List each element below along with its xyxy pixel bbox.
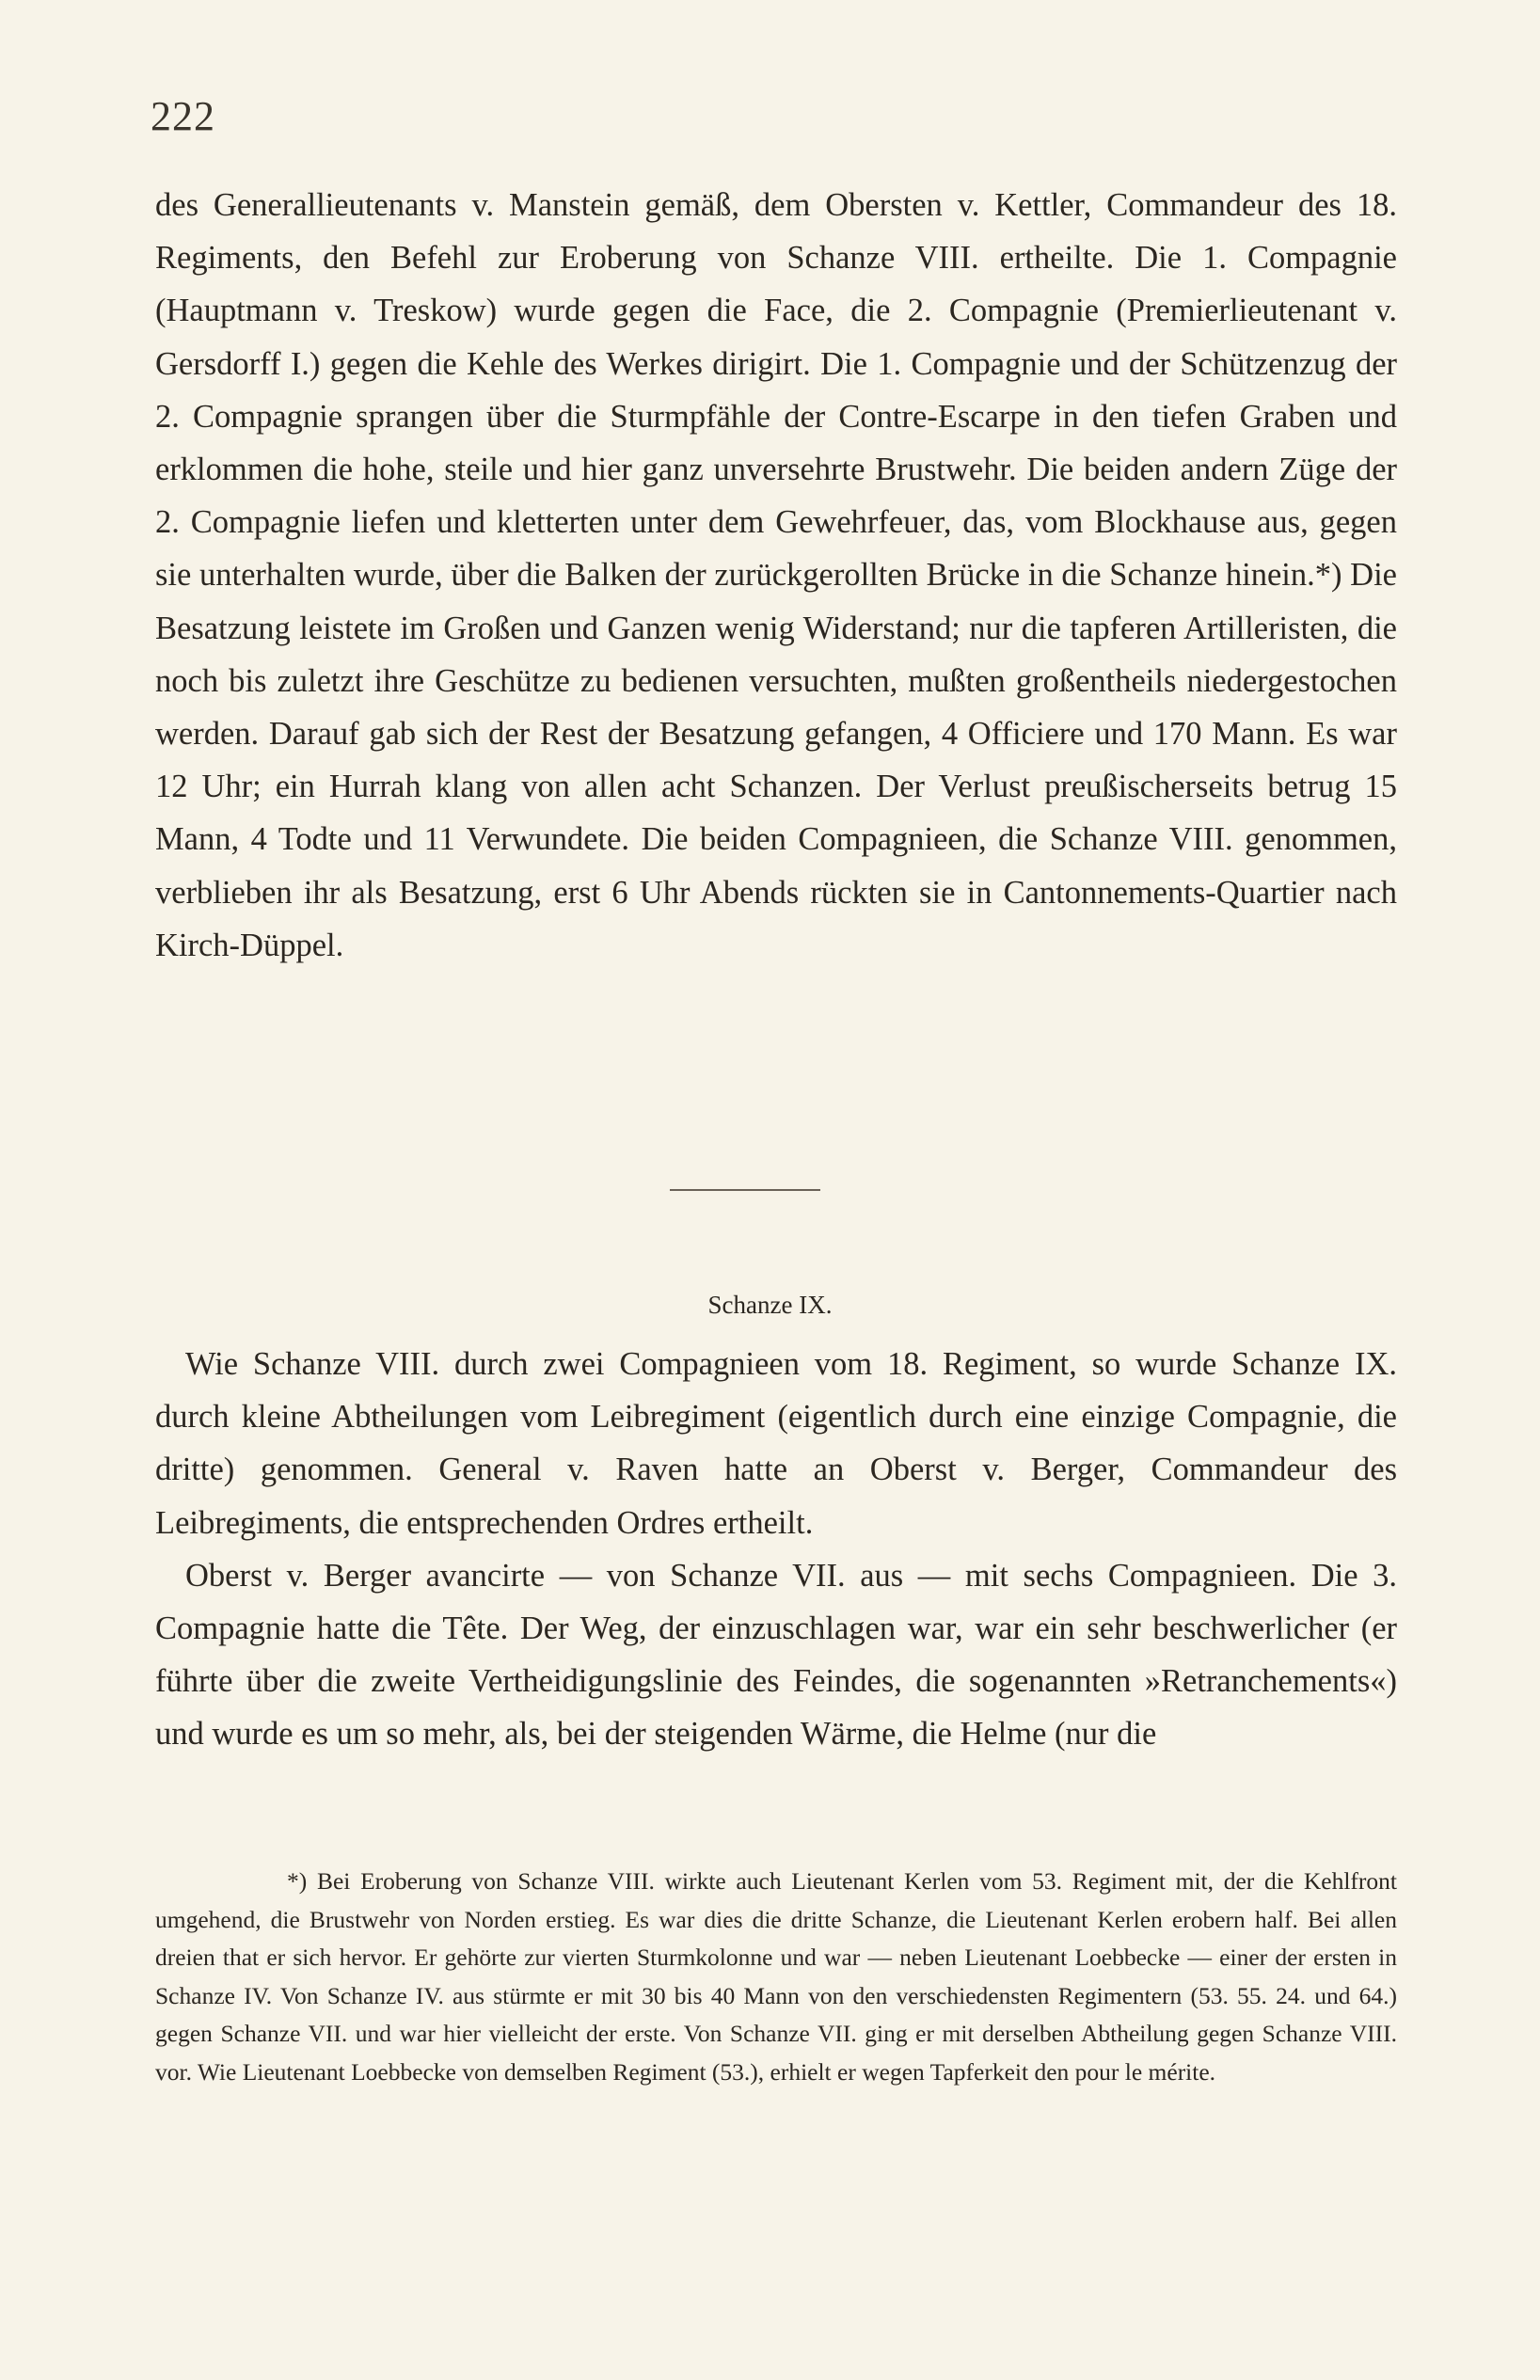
section-heading: Schanze IX. [707, 1291, 833, 1319]
footnote-text: *) Bei Eroberung von Schanze VIII. wirkte auch Lieutenant Kerlen vom 53. Regiment mit, der die Kehlfront umgehend, die Brustwehr von Norden erstieg. Es war dies die dritte Schanze, die Lieutenant Kerlen erobern half. Bei allen dreien that er sich hervor. Er gehörte zur vierten Sturmkolonne und war — neben Lieutenant Loebbecke — einer der ersten in Schanze IV. Von Schanze IV. aus stürmte er mit 30 bis 40 Mann von den verschiedensten Regimentern (53. 55. 24. und 64.) gegen Schanze VII. und war hier vielleicht der erste. Von Schanze VII. ging er mit derselben Abtheilung gegen Schanze VIII. vor. Wie Lieutenant Loebbecke von demselben Regiment (53.), erhielt er wegen Tapferkeit den pour le mérite. [155, 1867, 1397, 2086]
section-divider [670, 1189, 820, 1191]
paragraph-schanze-ix-advance: Oberst v. Berger avancirte — von Schanze VII. aus — mit sechs Compagnieen. Die 3. Compagnie hatte die Tête. Der Weg, der einzuschlagen war, war ein sehr beschwerlicher (er führte über die zweite Vertheidigungslinie des Feindes, die sogenannten »Retranchements«) und wurde es um so mehr, als, bei der steigenden Wärme, die Helme (nur die [155, 1557, 1397, 1753]
main-text-top [155, 179, 1397, 972]
main-text-bottom [155, 1338, 1397, 1761]
paragraph-schanze-ix-intro: Wie Schanze VIII. durch zwei Compagnieen vom 18. Regiment, so wurde Schanze IX. durch kleine Abtheilungen vom Leibregiment (eigentlich durch eine einzige Compagnie, die dritte) genommen. General v. Raven hatte an Oberst v. Berger, Commandeur des Leibregiments, die entsprechenden Ordres ertheilt. [155, 1346, 1397, 1541]
page-number: 222 [151, 93, 215, 139]
paragraph-schanze-viii: des Generallieutenants v. Manstein gemäß, dem Obersten v. Kettler, Commandeur des 18. Regiments, den Befehl zur Eroberung von Schanze VIII. ertheilte. Die 1. Compagnie (Hauptmann v. Treskow) wurde gegen die Face, die 2. Compagnie (Premierlieutenant v. Gersdorff I.) gegen die Kehle des Werkes dirigirt. Die 1. Compagnie und der Schützenzug der 2. Compagnie sprangen über die Sturmpfähle der Contre-Escarpe in den tiefen Graben und erklommen die hohe, steile und hier ganz unversehrte Brustwehr. Die beiden andern Züge der 2. Compagnie liefen und kletterten unter dem Gewehrfeuer, das, vom Blockhause aus, gegen sie unterhalten wurde, über die Balken der zurückgerollten Brücke in die Schanze hinein.*) Die Besatzung leistete im Großen und Ganzen wenig Widerstand; nur die tapferen Artilleristen, die noch bis zuletzt ihre Geschütze zu bedienen versuchten, mußten großentheils niedergestochen werden. Darauf gab sich der Rest der Besatzung gefangen, 4 Officiere und 170 Mann. Es war 12 Uhr; ein Hurrah klang von allen acht Schanzen. Der Verlust preußischerseits betrug 15 Mann, 4 Todte und 11 Verwundete. Die beiden Compagnieen, die Schanze VIII. genommen, verblieben ihr als Besatzung, erst 6 Uhr Abends rückten sie in Cantonnements-Quartier nach Kirch-Düppel. [155, 187, 1397, 963]
footnote [155, 1863, 1397, 2091]
